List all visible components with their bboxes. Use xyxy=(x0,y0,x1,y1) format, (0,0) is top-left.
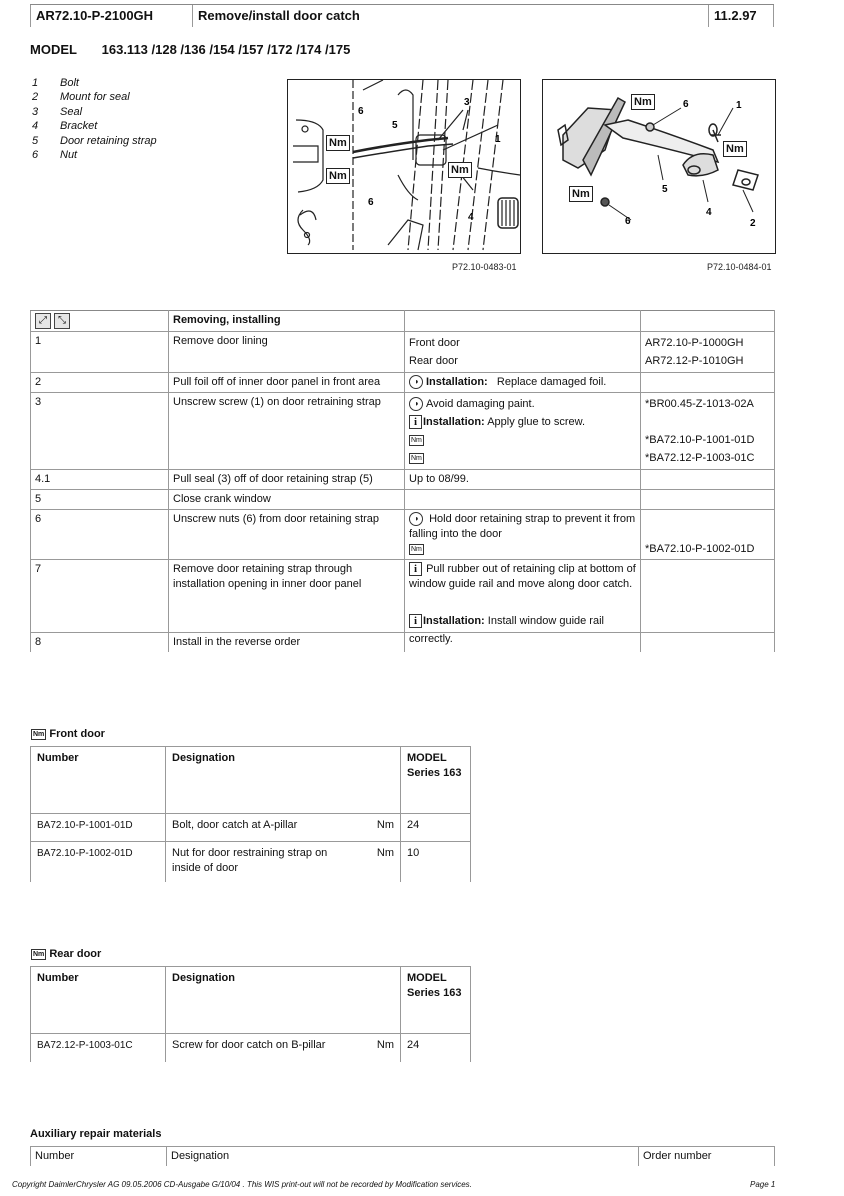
nm-torque-icon: Nm xyxy=(326,168,350,184)
table-row: 2 Pull foil off of inner door panel in front area ◑ Installation: Replace damaged foil. xyxy=(31,373,775,393)
legend-item: 4 Bracket xyxy=(32,120,98,133)
table-header-row: Number Designation MODEL Series 163 xyxy=(31,967,471,1034)
table-row: 8 Install in the reverse order xyxy=(31,633,775,653)
figure-door-strap xyxy=(542,79,776,254)
front-door-section-title: Nm Front door xyxy=(33,728,105,740)
nm-torque-icon: Nm xyxy=(569,186,593,202)
callout-1: 1 xyxy=(736,100,742,111)
table-row: BA72.10-P-1002-01D Nm Nut for door restraining strap on inside of door 10 xyxy=(31,842,471,882)
ref-link[interactable]: *BA72.10-P-1002-01D xyxy=(645,543,755,555)
callout-6b: 6 xyxy=(625,216,631,227)
ref-link[interactable]: AR72.10-P-1000GH xyxy=(645,337,744,349)
doc-title: Remove/install door catch xyxy=(192,5,708,27)
note-icon: ◑ xyxy=(409,397,423,411)
procedure-table xyxy=(30,310,775,652)
model-line xyxy=(30,42,350,57)
document-header xyxy=(30,4,774,27)
doc-number: AR72.10-P-2100GH xyxy=(30,5,192,27)
rear-door-section-title: Nm Rear door xyxy=(33,948,102,960)
figure-caption: P72.10-0484-01 xyxy=(707,262,772,272)
ref-link[interactable]: *BA72.12-P-1003-01C xyxy=(645,452,755,464)
table-header-row xyxy=(31,311,775,332)
nm-torque-icon: Nm xyxy=(723,141,747,157)
callout-6: 6 xyxy=(358,106,364,117)
nm-torque-icon: Nm xyxy=(448,162,472,178)
auxiliary-table xyxy=(30,1146,775,1166)
page-number: Page 1 xyxy=(750,1180,776,1189)
table-row: 5 Close crank window xyxy=(31,490,775,510)
doc-date: 11.2.97 xyxy=(708,5,774,27)
callout-6: 6 xyxy=(683,99,689,110)
callout-5: 5 xyxy=(392,120,398,131)
auxiliary-section-title: Auxiliary repair materials xyxy=(30,1128,162,1140)
nm-torque-icon: Nm xyxy=(631,94,655,110)
nm-torque-icon: Nm xyxy=(33,730,45,738)
callout-6b: 6 xyxy=(368,197,374,208)
table-header-row: Number Designation MODEL Series 163 xyxy=(31,747,471,814)
table-row: 7 Remove door retaining strap through installation opening in inner door panel i Pull rubber out of retaining clip at bottom of window guide rail and move along door catch. i Installation: Install window guide rail correctly. xyxy=(31,560,775,633)
nm-torque-icon[interactable]: Nm xyxy=(411,454,422,462)
info-icon: i xyxy=(409,614,422,628)
ref-link[interactable]: AR72.12-P-1010GH xyxy=(645,355,744,367)
callout-5: 5 xyxy=(662,184,668,195)
table-row: BA72.10-P-1001-01D Nm Bolt, door catch at A-pillar 24 xyxy=(31,814,471,842)
table-header-row: Number Designation Order number xyxy=(31,1147,775,1167)
nm-torque-icon: Nm xyxy=(326,135,350,151)
figure-door-pillar xyxy=(287,79,521,254)
callout-1: 1 xyxy=(495,134,501,145)
footer-copyright: Copyright DaimlerChrysler AG 09.05.2006 CD-Ausgabe G/10/04 . This WIS print-out will not be recorded by Modification services. xyxy=(12,1180,472,1189)
table-row: 6 Unscrew nuts (6) from door retaining strap ◑ Hold door retaining strap to prevent it from falling into the door Nm *BA72.10-P-1002-01D xyxy=(31,510,775,560)
callout-4: 4 xyxy=(706,207,712,218)
callout-4: 4 xyxy=(468,212,474,223)
rear-door-torque-table xyxy=(30,966,471,1062)
procedure-header-title: Removing, installing xyxy=(169,311,405,332)
expand-icon[interactable]: ⤢ xyxy=(35,313,51,329)
table-row: 3 Unscrew screw (1) on door retraining strap ◑ Avoid damaging paint. i Installation: Apply glue to screw. Nm Nm *BR00.45-Z-1013-02A *BA72.10-P-1001-01D *BA72.12-P-1003-01C xyxy=(31,393,775,470)
info-icon: i xyxy=(409,562,422,576)
note-icon: ◑ xyxy=(409,512,423,526)
callout-2: 2 xyxy=(750,218,756,229)
table-row: 1 Remove door lining Front door Rear door AR72.10-P-1000GH AR72.12-P-1010GH xyxy=(31,332,775,373)
collapse-icon[interactable]: ⤡ xyxy=(54,313,70,329)
note-icon: ◑ xyxy=(409,375,423,389)
parts-legend xyxy=(32,76,157,162)
figure-caption: P72.10-0483-01 xyxy=(452,262,517,272)
model-label: MODEL xyxy=(30,42,77,57)
front-door-torque-table xyxy=(30,746,471,882)
ref-link[interactable]: *BA72.10-P-1001-01D xyxy=(645,434,755,446)
ref-link[interactable]: *BR00.45-Z-1013-02A xyxy=(645,398,754,410)
legend-item: 6 Nut xyxy=(32,149,78,162)
callout-3: 3 xyxy=(464,97,470,108)
legend-item: 3 Seal xyxy=(32,105,83,118)
nm-torque-icon[interactable]: Nm xyxy=(411,545,422,553)
model-value: 163.113 /128 /136 /154 /157 /172 /174 /175 xyxy=(101,42,351,57)
legend-item: 1 Bolt xyxy=(32,77,79,89)
legend-item: 5 Door retaining strap xyxy=(32,134,157,147)
door-strap-illustration xyxy=(543,80,775,253)
table-row: BA72.12-P-1003-01C Nm Screw for door catch on B-pillar 24 xyxy=(31,1034,471,1062)
nm-torque-icon[interactable]: Nm xyxy=(411,436,422,444)
nm-torque-icon: Nm xyxy=(33,950,45,958)
info-icon: i xyxy=(409,415,422,429)
table-row: 4.1 Pull seal (3) off of door retaining strap (5) Up to 08/99. xyxy=(31,470,775,490)
door-pillar-illustration xyxy=(288,80,520,253)
legend-item: 2 Mount for seal xyxy=(32,91,130,104)
